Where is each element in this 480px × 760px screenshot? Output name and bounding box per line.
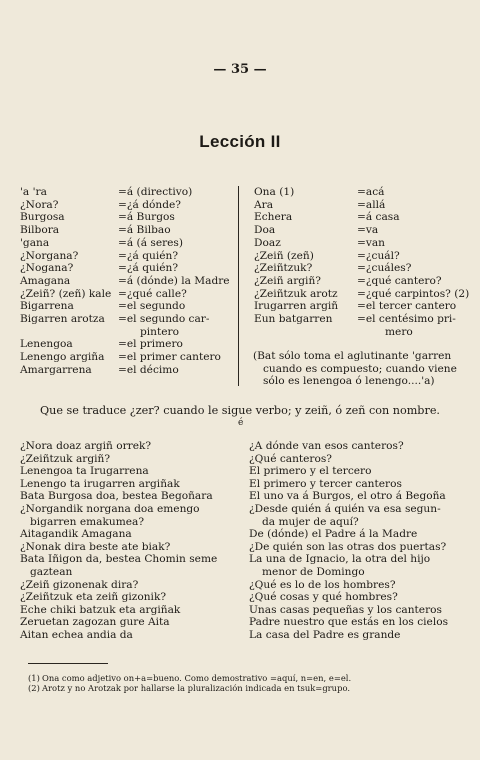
vocab-left-translation: =¿qué calle?	[118, 287, 187, 300]
vocab-left-term: ¿Nogana?	[20, 262, 74, 275]
exercise-basque-line: ¿Nora doaz argiñ orrek?	[20, 440, 152, 452]
vocab-left-translation: =el décimo	[118, 363, 179, 376]
translation-rule: Que se traduce ¿zer? cuando le sigue verbo; y zeiñ, ó zeñ con nombre.	[40, 404, 440, 417]
vocab-right-term: ¿Zeiñtzuk arotz	[254, 287, 338, 300]
vocab-left-term: Bilbora	[20, 224, 60, 237]
vocab-left-translation: =á (directivo)	[118, 186, 193, 198]
exercise-spanish-line: menor de Domingo	[262, 566, 365, 578]
vocab-left-term: Lenengoa	[20, 338, 73, 351]
exercise-basque-line: ¿Zeiñtzuk argiñ?	[20, 452, 111, 465]
exercise-spanish-line: El primero y tercer canteros	[249, 477, 402, 490]
vocab-right-term: Echera	[254, 211, 293, 224]
vocab-left-translation: =¿á quién?	[118, 249, 179, 262]
vocab-left-translation: =el segundo car-	[118, 313, 210, 325]
exercise-basque-line: Lenengoa ta Irugarrena	[20, 465, 149, 478]
grammar-note	[253, 350, 468, 388]
vocab-left-term: ¿Zeiñ? (zeñ) kale	[20, 287, 112, 300]
vocab-left-translation: =el segundo	[118, 300, 186, 313]
vocab-right-translation: =¿cuáles?	[357, 262, 412, 275]
exercise-basque-line: Lenengo ta irugarren argiñak	[20, 477, 180, 490]
exercise-basque-line: bigarren emakumea?	[30, 515, 145, 528]
footnote-divider	[28, 663, 108, 664]
exercise-spanish-line: La casa del Padre es grande	[249, 629, 401, 641]
exercise-basque-line: Bata Burgosa doa, bestea Begoñara	[20, 490, 213, 503]
exercise-spanish-line: Unas casas pequeñas y los canteros	[249, 603, 442, 616]
footnote-number: (2)	[28, 683, 40, 693]
exercise-spanish-line: ¿De quién son las otras dos puertas?	[249, 540, 447, 553]
vocab-left-translation: =á (dónde) la Madre	[118, 274, 230, 287]
vocab-left-translation: =el primer cantero	[118, 351, 221, 364]
vocab-right-term: Eun batgarren	[254, 313, 333, 325]
exercise-basque-line: Eche chiki batzuk eta argiñak	[20, 603, 181, 616]
vocab-left-translation: =á (á seres)	[118, 236, 183, 249]
exercise-basque-line: Aitagandik Amagana	[20, 528, 132, 541]
exercise-spanish-line: ¿Qué canteros?	[249, 452, 332, 465]
vocab-right-translation: mero	[385, 325, 413, 338]
vocab-left-term: Amargarrena	[20, 363, 92, 376]
vocab-right-term: Ara	[254, 198, 274, 211]
footnote	[28, 673, 351, 683]
exercise-spanish-line: El uno va á Burgos, el otro á Begoña	[249, 490, 446, 503]
vocab-right-term: ¿Zeiñ argiñ?	[254, 274, 321, 287]
vocab-left-translation: =á Bilbao	[118, 224, 171, 237]
exercise-spanish-line: ¿A dónde van esos canteros?	[249, 440, 404, 452]
margin-mark: é	[238, 418, 244, 428]
vocab-right-translation: =allá	[357, 198, 386, 211]
exercise-basque-line: Bata Iñigon da, bestea Chomin seme	[20, 553, 218, 566]
grammar-note-line: (Bat sólo toma el aglutinante 'garren	[253, 350, 452, 362]
vocab-left-term: Amagana	[20, 274, 71, 287]
exercise-basque-line: ¿Zeiñ gizonenak dira?	[20, 578, 139, 591]
vocab-right-translation: =va	[357, 224, 379, 237]
vocab-right-translation: =¿qué carpintos? (2)	[357, 287, 470, 300]
vocab-left-translation: =á Burgos	[118, 211, 175, 224]
vocab-right-translation: =¿qué cantero?	[357, 274, 442, 287]
vocab-left-term: Lenengo argiña	[20, 351, 105, 364]
vocab-right-term: ¿Zeiñ (zeñ)	[254, 249, 314, 262]
vocab-right-translation: =¿cuál?	[357, 249, 400, 262]
footnote-number: (1)	[28, 673, 40, 683]
vocab-left-translation: =¿á dónde?	[118, 198, 181, 211]
vocab-left-term: 'gana	[20, 236, 50, 249]
exercise-spanish-line: De (dónde) el Padre á la Madre	[249, 528, 418, 541]
exercise-basque-line: ¿Nonak dira beste ate biak?	[20, 540, 171, 553]
vocab-left-term: Bigarrena	[20, 300, 74, 313]
footnote-text: Arotz y no Arotzak por hallarse la pluralización indicada en tsuk=grupo.	[42, 683, 350, 693]
vocab-right-translation: =á casa	[357, 211, 400, 224]
vocab-left-translation: pintero	[140, 325, 179, 338]
vocab-left-translation: =el primero	[118, 338, 183, 351]
vocab-right-translation: =acá	[357, 186, 385, 198]
exercise-spanish-line: Padre nuestro que estás en los cielos	[249, 616, 449, 629]
exercise-spanish-line: La una de Ignacio, la otra del hijo	[249, 553, 431, 566]
footnote-text: Ona como adjetivo on+a=bueno. Como demostrativo =aquí, n=en, e=el.	[42, 673, 352, 683]
vocab-right-term: Doa	[254, 224, 276, 237]
vocab-right-translation: =van	[357, 236, 385, 249]
footnote	[28, 683, 350, 693]
column-divider	[238, 186, 239, 386]
exercise-basque-line: gaztean	[30, 566, 73, 578]
vocab-right-term: ¿Zeiñtzuk?	[254, 262, 313, 275]
exercise-spanish-line: El primero y el tercero	[249, 465, 372, 478]
exercise-basque-line: Aitan echea andia da	[20, 629, 133, 641]
vocab-right-term: Doaz	[254, 236, 281, 249]
grammar-note-line: sólo es lenengoa ó lenengo....'a)	[263, 375, 435, 388]
grammar-note-line: cuando es compuesto; cuando viene	[263, 362, 457, 375]
page-number: — 35 —	[213, 62, 267, 77]
exercise-spanish-line: ¿Qué es lo de los hombres?	[249, 578, 396, 591]
exercise-basque-line: Zeruetan zagozan gure Aita	[20, 616, 170, 629]
exercise-spanish-line: ¿Desde quién á quién va esa segun-	[249, 503, 441, 515]
vocab-right-term: Ona (1)	[254, 186, 295, 198]
exercise-basque-line: ¿Norgandik norgana doa emengo	[20, 503, 200, 515]
vocab-left-term: ¿Nora?	[20, 198, 59, 211]
exercise-basque-line: ¿Zeiñtzuk eta zeiñ gizonik?	[20, 591, 167, 604]
exercise-spanish-line: ¿Qué cosas y qué hombres?	[249, 591, 398, 604]
vocab-right-translation: =el centésimo pri-	[357, 313, 456, 325]
vocab-left-term: Burgosa	[20, 211, 65, 224]
exercise-spanish-line: da mujer de aquí?	[262, 515, 359, 528]
vocab-left-term: ¿Norgana?	[20, 249, 79, 262]
vocab-left-term: Bigarren arotza	[20, 313, 105, 325]
vocab-left-translation: =¿á quién?	[118, 262, 179, 275]
vocab-right-translation: =el tercer cantero	[357, 300, 457, 313]
vocab-left-term: 'a 'ra	[20, 186, 47, 198]
vocab-right-term: Irugarren argiñ	[254, 300, 339, 313]
lesson-title: Lección II	[199, 132, 281, 151]
